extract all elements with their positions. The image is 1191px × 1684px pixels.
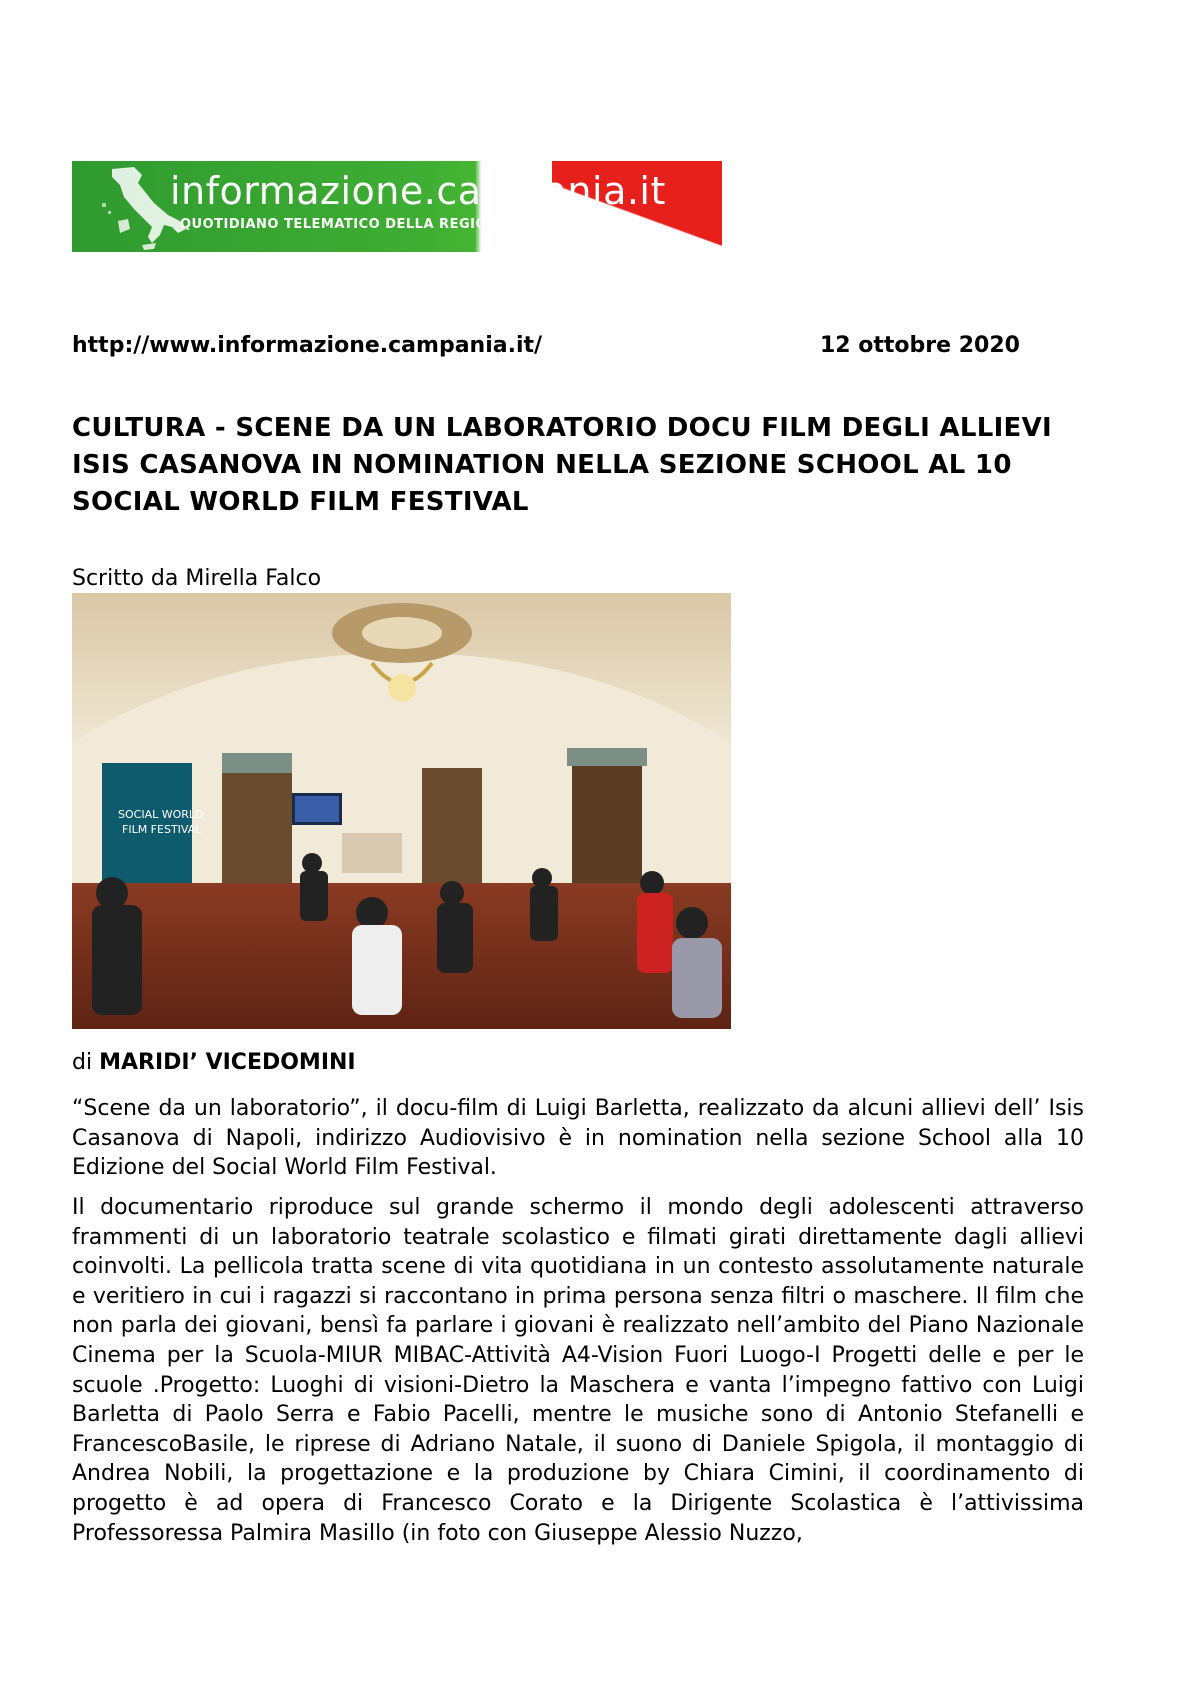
author-prefix: di xyxy=(72,1050,100,1075)
site-name: informazione.campania.it xyxy=(170,169,666,213)
article-author xyxy=(72,1050,356,1075)
article-paragraph: Il documentario riproduce sul grande schermo il mondo degli adolescenti attraverso frammenti di un laboratorio teatrale scolastico e filmati girati direttamente dagli allievi coinvolti. La pellicola tratta scene di vita quotidiana in un contesto assolutamente naturale e veritiero in cui i ragazzi si raccontano in prima persona senza filtri o maschere. Il film che non parla dei giovani, bensì fa parlare i giovani è realizzato nell’ambito del Piano Nazionale Cinema per la Scuola-MIUR MIBAC-Attività A4-Vision Fuori Luogo-I Progetti delle e per le scuole .Progetto: Luoghi di visioni-Dietro la Maschera e vanta l’impegno fattivo con Luigi Barletta di Paolo Serra e Fabio Pacelli, mentre le musiche sono di Antonio Stefanelli e FrancescoBasile, le riprese di Adriano Natale, il suono di Daniele Spigola, il montaggio di Andrea Nobili, la progettazione e la produzione by Chiara Cimini, il coordinamento di progetto è ad opera di Francesco Corato e la Dirigente Scolastica è l’attivissima Professoressa Palmira Masillo (in foto con Giuseppe Alessio Nuzzo, xyxy=(72,1195,1084,1546)
author-name: MARIDI’ VICEDOMINI xyxy=(99,1050,356,1075)
article-paragraph: “Scene da un laboratorio”, il docu-film di Luigi Barletta, realizzato da alcuni allievi dell’ Isis Casanova di Napoli, indirizzo Audiovisivo è in nomination nella sezione School alla 10 Edizione del Social World Film Festival. xyxy=(72,1096,1084,1181)
article-photo xyxy=(72,593,731,1029)
source-url: http://www.informazione.campania.it/ xyxy=(72,333,543,358)
poster-line-1: SOCIAL WORLD xyxy=(118,808,204,821)
written-by: Scritto da Mirella Falco xyxy=(72,566,322,591)
site-banner xyxy=(72,161,722,252)
publication-date: 12 ottobre 2020 xyxy=(820,333,1020,358)
article-headline: CULTURA - SCENE DA UN LABORATORIO DOCU FILM DEGLI ALLIEVI ISIS CASANOVA IN NOMINATION NELLA SEZIONE SCHOOL AL 10 SOCIAL WORLD FILM FESTIVAL xyxy=(72,413,1053,517)
festival-room-image xyxy=(72,593,731,1029)
poster-line-2: FILM FESTIVAL xyxy=(122,823,202,836)
site-tagline: QUOTIDIANO TELEMATICO DELLA REGIONE CAMPANIA xyxy=(180,217,594,232)
